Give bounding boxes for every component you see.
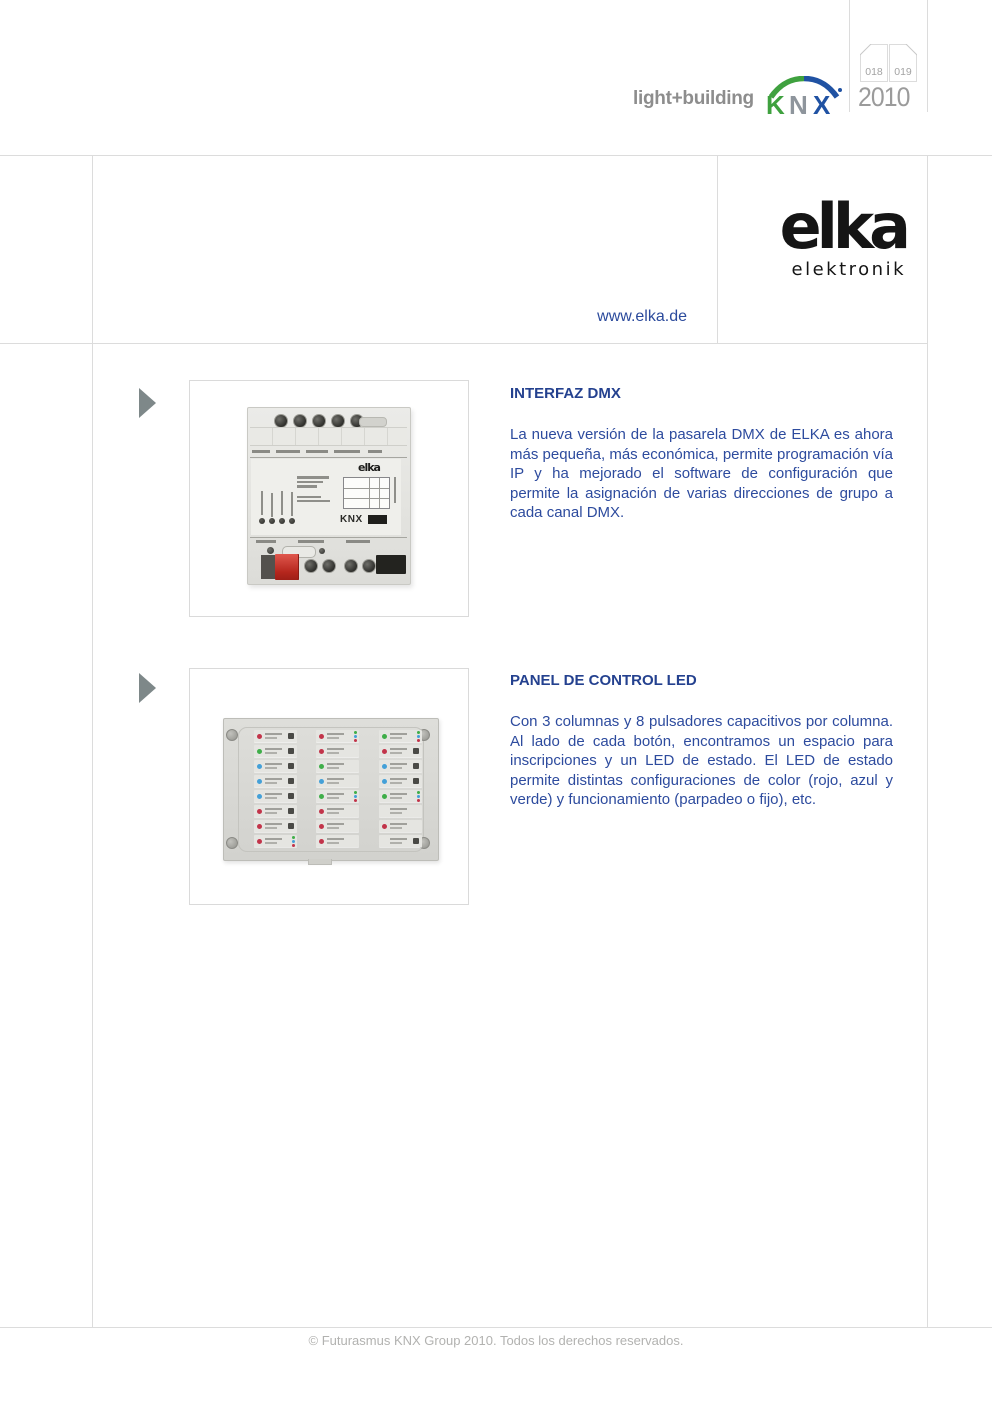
function-icon — [413, 838, 419, 844]
device-brand-label: elka — [358, 461, 380, 474]
led-label-strip — [379, 820, 422, 832]
status-led — [382, 734, 387, 739]
led-label-strip — [254, 775, 297, 787]
knx-logo-icon — [764, 76, 846, 118]
multi-led-icon — [292, 836, 295, 847]
status-led — [319, 749, 324, 754]
section-body: Con 3 columnas y 8 pulsadores capacitivos por columna. Al lado de cada botón, encontramos un espacio para inscripciones y un LED de estado. El LED de estado permite distintas configuraciones de color (rojo, azul y verde) y funcionamiento (parpadeo o fijo), etc. — [510, 713, 893, 809]
led-label-strip — [254, 745, 297, 757]
status-led — [319, 824, 324, 829]
status-led — [259, 518, 265, 524]
section-marker-icon — [139, 673, 156, 703]
rule-top — [0, 155, 992, 156]
page-icon-left — [860, 44, 888, 82]
knx-letter-x: X — [813, 90, 831, 118]
eib-mark-icon — [368, 515, 387, 524]
dmx-front-panel — [251, 459, 401, 535]
led-label-strip — [254, 790, 297, 802]
product-photo-dmx-gateway — [189, 380, 469, 617]
dmx-device — [247, 407, 411, 585]
page-icon-right — [889, 44, 917, 82]
status-led — [257, 839, 262, 844]
function-icon — [288, 763, 294, 769]
led-label-strip — [316, 775, 359, 787]
section-heading: PANEL DE CONTROL LED — [510, 672, 697, 689]
led-label-strip — [379, 745, 422, 757]
elka-logo — [740, 190, 906, 280]
status-led — [257, 749, 262, 754]
led-label-strip — [254, 805, 297, 817]
status-led — [319, 734, 324, 739]
status-led — [279, 518, 285, 524]
section-body: La nueva versión de la pasarela DMX de ELKA es ahora más pequeña, más económica, permite programación vía IP y ha mejorado el software de configuración que permite la asignación de varias direcciones de grupo a cada canal DMX. — [510, 426, 893, 522]
function-icon — [288, 733, 294, 739]
led-label-strip — [254, 820, 297, 832]
screw-icon — [226, 729, 238, 741]
copyright-notice: © Futurasmus KNX Group 2010. Todos los derechos reservados. — [308, 1333, 684, 1348]
page-number-right: 019 — [894, 66, 912, 78]
led-label-strip — [254, 730, 297, 742]
function-icon — [288, 778, 294, 784]
multi-led-icon — [354, 731, 357, 742]
elka-wordmark: elka — [779, 190, 906, 263]
header-divider-right — [927, 0, 928, 112]
function-icon — [413, 748, 419, 754]
bus-terminal-red — [275, 554, 299, 580]
led-panel — [223, 718, 439, 861]
status-led — [257, 794, 262, 799]
led-label-strip — [379, 730, 422, 742]
led-label-strip — [379, 805, 422, 817]
status-led — [319, 779, 324, 784]
status-led — [257, 734, 262, 739]
rule-logo-cell — [717, 155, 718, 343]
led-label-strip — [316, 745, 359, 757]
led-label-strip — [379, 775, 422, 787]
function-icon — [288, 808, 294, 814]
status-led — [257, 779, 262, 784]
led-label-strip — [316, 790, 359, 802]
light-building-logo: light+building — [633, 88, 754, 109]
elka-subtitle: elektronik — [791, 258, 906, 280]
page-number-left: 018 — [865, 66, 883, 78]
function-icon — [288, 823, 294, 829]
status-led — [319, 839, 324, 844]
status-led — [257, 764, 262, 769]
led-label-strip — [316, 835, 359, 847]
led-label-strip — [316, 805, 359, 817]
dmx-spec-table — [343, 477, 390, 509]
year-label: 2010 — [858, 82, 910, 112]
function-icon — [288, 793, 294, 799]
status-led — [382, 794, 387, 799]
led-label-strip — [316, 760, 359, 772]
section-marker-icon — [139, 388, 156, 418]
status-led — [257, 809, 262, 814]
rule-footer — [0, 1327, 992, 1328]
dmx-connector — [376, 555, 406, 574]
multi-led-icon — [417, 791, 420, 802]
rule-masthead-bottom — [0, 343, 928, 344]
status-led — [319, 794, 324, 799]
function-icon — [413, 778, 419, 784]
header-divider-left — [849, 0, 850, 112]
led-label-strip — [379, 760, 422, 772]
section-led-panel — [510, 673, 893, 810]
screw-icon — [226, 837, 238, 849]
led-label-strip — [254, 760, 297, 772]
multi-led-icon — [354, 791, 357, 802]
rule-left-margin — [92, 155, 93, 1327]
section-dmx — [510, 386, 893, 523]
knx-letter-k: K — [766, 90, 785, 118]
product-photo-led-panel — [189, 668, 469, 905]
led-label-strip — [379, 835, 422, 847]
status-led — [289, 518, 295, 524]
status-led — [382, 749, 387, 754]
status-led — [269, 518, 275, 524]
rule-right-margin — [927, 155, 928, 1327]
led-label-strip — [316, 820, 359, 832]
function-icon — [288, 748, 294, 754]
section-heading: INTERFAZ DMX — [510, 385, 621, 402]
status-led — [257, 824, 262, 829]
device-knx-mark: KNX — [340, 514, 363, 525]
status-led — [382, 764, 387, 769]
status-led — [319, 764, 324, 769]
function-icon — [413, 763, 419, 769]
status-led — [382, 824, 387, 829]
led-label-strip — [379, 790, 422, 802]
knx-letter-n: N — [789, 90, 808, 118]
status-led — [382, 779, 387, 784]
status-led — [319, 809, 324, 814]
multi-led-icon — [417, 731, 420, 742]
led-label-strip — [254, 835, 297, 847]
led-label-strip — [316, 730, 359, 742]
website-link[interactable]: www.elka.de — [597, 308, 687, 325]
programming-button — [267, 547, 274, 554]
